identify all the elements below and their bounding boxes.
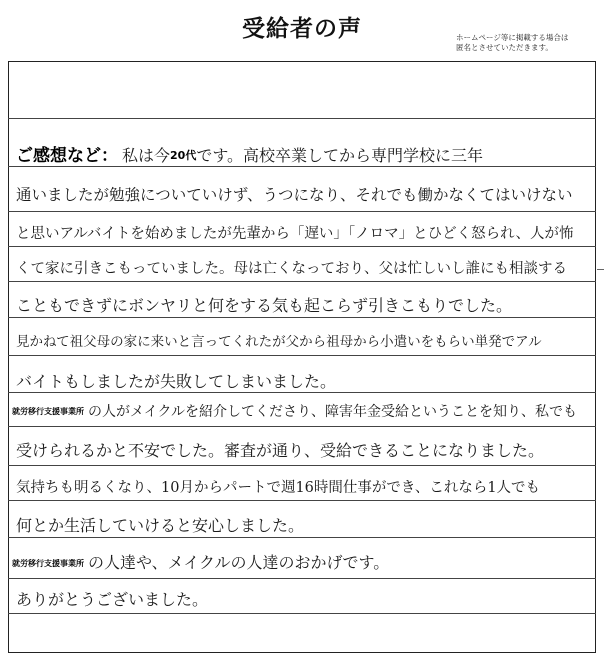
comment-line-11: 何とか生活していけると安心しました。 [16,516,305,535]
section-label: ご感想など： [16,146,118,166]
ruled-line [8,537,596,538]
privacy-note [456,33,601,53]
comment-line-5: こともできずにボンヤリと何をする気も起こらず引きこもりでした。 [16,296,513,315]
margin-mark [597,269,604,270]
ruled-line [8,500,596,501]
comment-text: 私は今 [122,146,171,165]
ruled-line [8,465,596,466]
comment-line-1 [16,141,483,166]
comment-line-7: バイトもしましたが失敗してしまいました。 [16,372,337,391]
comment-line-12 [12,550,389,573]
ruled-line [8,211,596,212]
privacy-note-line-1: ホームページ等に掲載する場合は [456,33,569,42]
page-title: 受給者の声 [242,16,362,42]
comment-text: の人達や、メイクルの人達のおかげです。 [88,553,390,572]
comment-line-6: 見かねて祖父母の家に来いと言ってくれたが父から祖母から小遣いをもらい単発でアル [16,334,542,350]
comment-line-2: 通いましたが勉強についていけず、うつになり、それでも働かなくてはいけない [16,186,573,204]
ruled-line [8,613,596,614]
comment-line-9: 受けられるかと不安でした。審査が通り、受給できることになりました。 [16,441,545,460]
ruled-line [8,166,596,167]
age-label: 20代 [170,149,197,162]
privacy-note-line-2: 匿名とさせていただきます。 [456,43,553,52]
comment-line-8 [12,401,577,421]
comment-line-3: と思いアルバイトを始めましたが先輩から「遅い」「ノロマ」とひどく怒られ、人が怖 [16,226,574,242]
comment-text: です。高校卒業してから専門学校に三年 [196,146,484,165]
org-label: 就労移行支援事業所 [12,559,84,568]
comment-line-13: ありがとうございました。 [16,590,209,609]
ruled-line [8,426,596,427]
comment-text: の人がメイクルを紹介してくださり、障害年金受給ということを知り、私でも [88,404,578,420]
ruled-line [8,317,596,318]
comment-line-4: くて家に引きこもっていました。母は亡くなっており、父は忙しいし誰にも相談する [16,261,567,277]
ruled-line [8,246,596,247]
comment-line-10: 気持ちも明るくなり、10月からパートで週16時間仕事ができ、これなら1人でも [16,480,541,496]
ruled-line [8,281,596,282]
ruled-line [8,355,596,356]
ruled-line [8,392,596,393]
ruled-line [8,118,596,119]
ruled-line [8,578,596,579]
org-label: 就労移行支援事業所 [12,407,84,416]
